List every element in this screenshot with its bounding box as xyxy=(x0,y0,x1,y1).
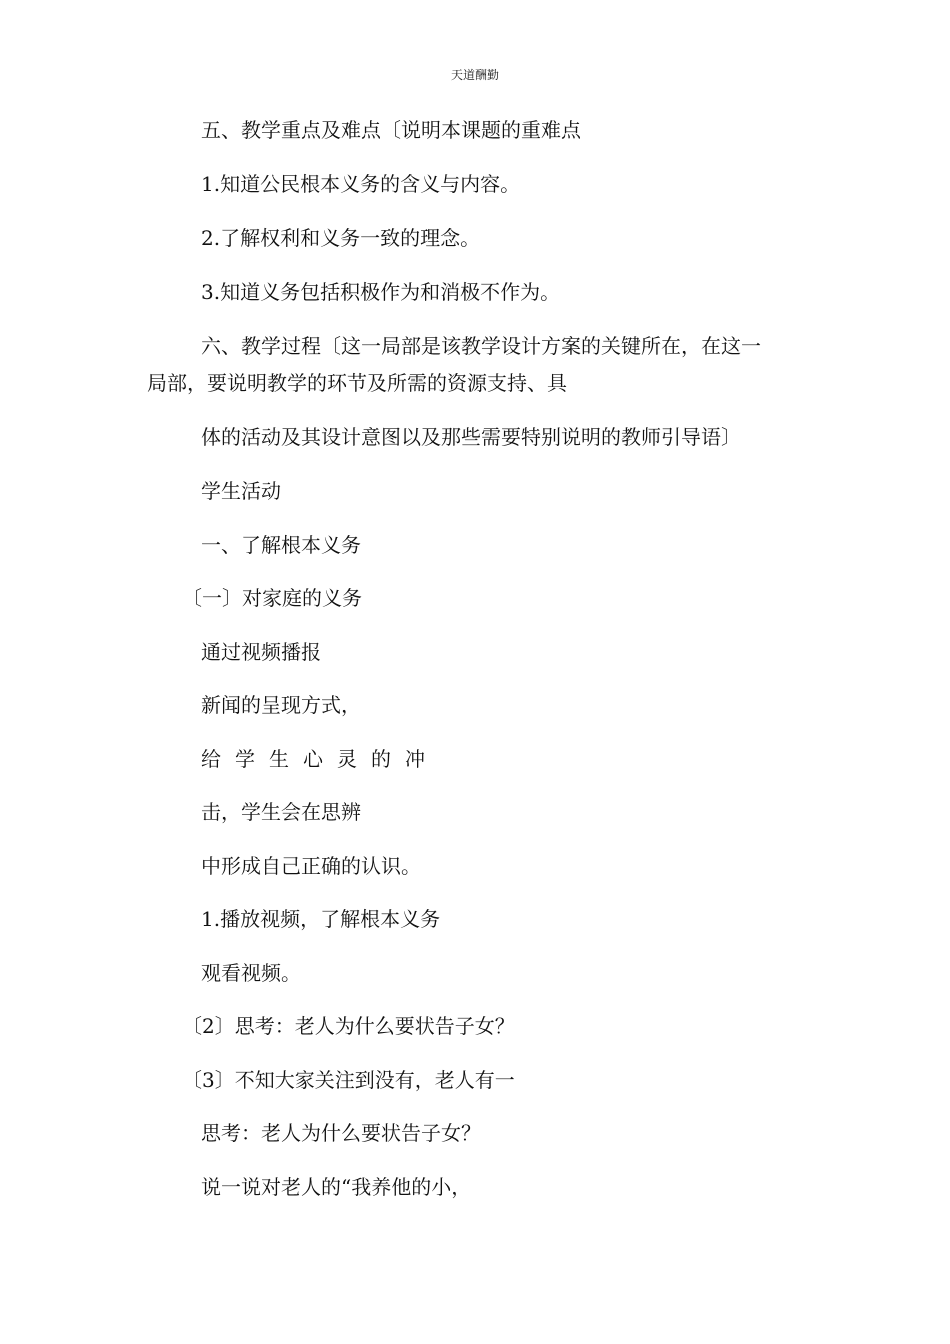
key-point-1: 1.知道公民根本义务的含义与内容。 xyxy=(201,172,521,196)
watch-video: 观看视频。 xyxy=(201,961,301,985)
subsection-family-duty: 〔一〕对家庭的义务 xyxy=(182,586,362,610)
page-header: 天道酬勤 xyxy=(450,68,499,82)
student-discuss: 说一说对老人的“我养他的小， xyxy=(201,1175,472,1199)
section-six-continuation: 局部，要说明教学的环节及所需的资源支持、具 xyxy=(147,371,567,395)
key-point-2: 2.了解权利和义务一致的理念。 xyxy=(201,226,481,250)
question-2: 〔2〕思考：老人为什么要状告子女？ xyxy=(182,1014,515,1038)
student-activity-label: 学生活动 xyxy=(201,479,281,503)
design-note-line-1: 通过视频播报 xyxy=(201,640,321,664)
student-think: 思考：老人为什么要状告子女？ xyxy=(201,1121,481,1145)
part-one-heading: 一、了解根本义务 xyxy=(201,533,361,557)
design-note-line-5: 中形成自己正确的认识。 xyxy=(201,854,421,878)
section-six-heading: 六、教学过程〔这一局部是该教学设计方案的关键所在，在这一 xyxy=(201,334,761,358)
section-five-heading: 五、教学重点及难点〔说明本课题的重难点 xyxy=(201,118,581,142)
design-note-line-2: 新闻的呈现方式， xyxy=(201,693,361,717)
step-1-play-video: 1.播放视频，了解根本义务 xyxy=(201,907,441,931)
key-point-3: 3.知道义务包括积极作为和消极不作为。 xyxy=(201,280,561,304)
design-note-line-3: 给学生心灵的冲 xyxy=(201,747,439,771)
question-3: 〔3〕不知大家关注到没有，老人有一 xyxy=(182,1068,515,1092)
section-six-continuation-2: 体的活动及其设计意图以及那些需要特别说明的教师引导语〕 xyxy=(201,425,741,449)
design-note-line-4: 击，学生会在思辨 xyxy=(201,800,361,824)
